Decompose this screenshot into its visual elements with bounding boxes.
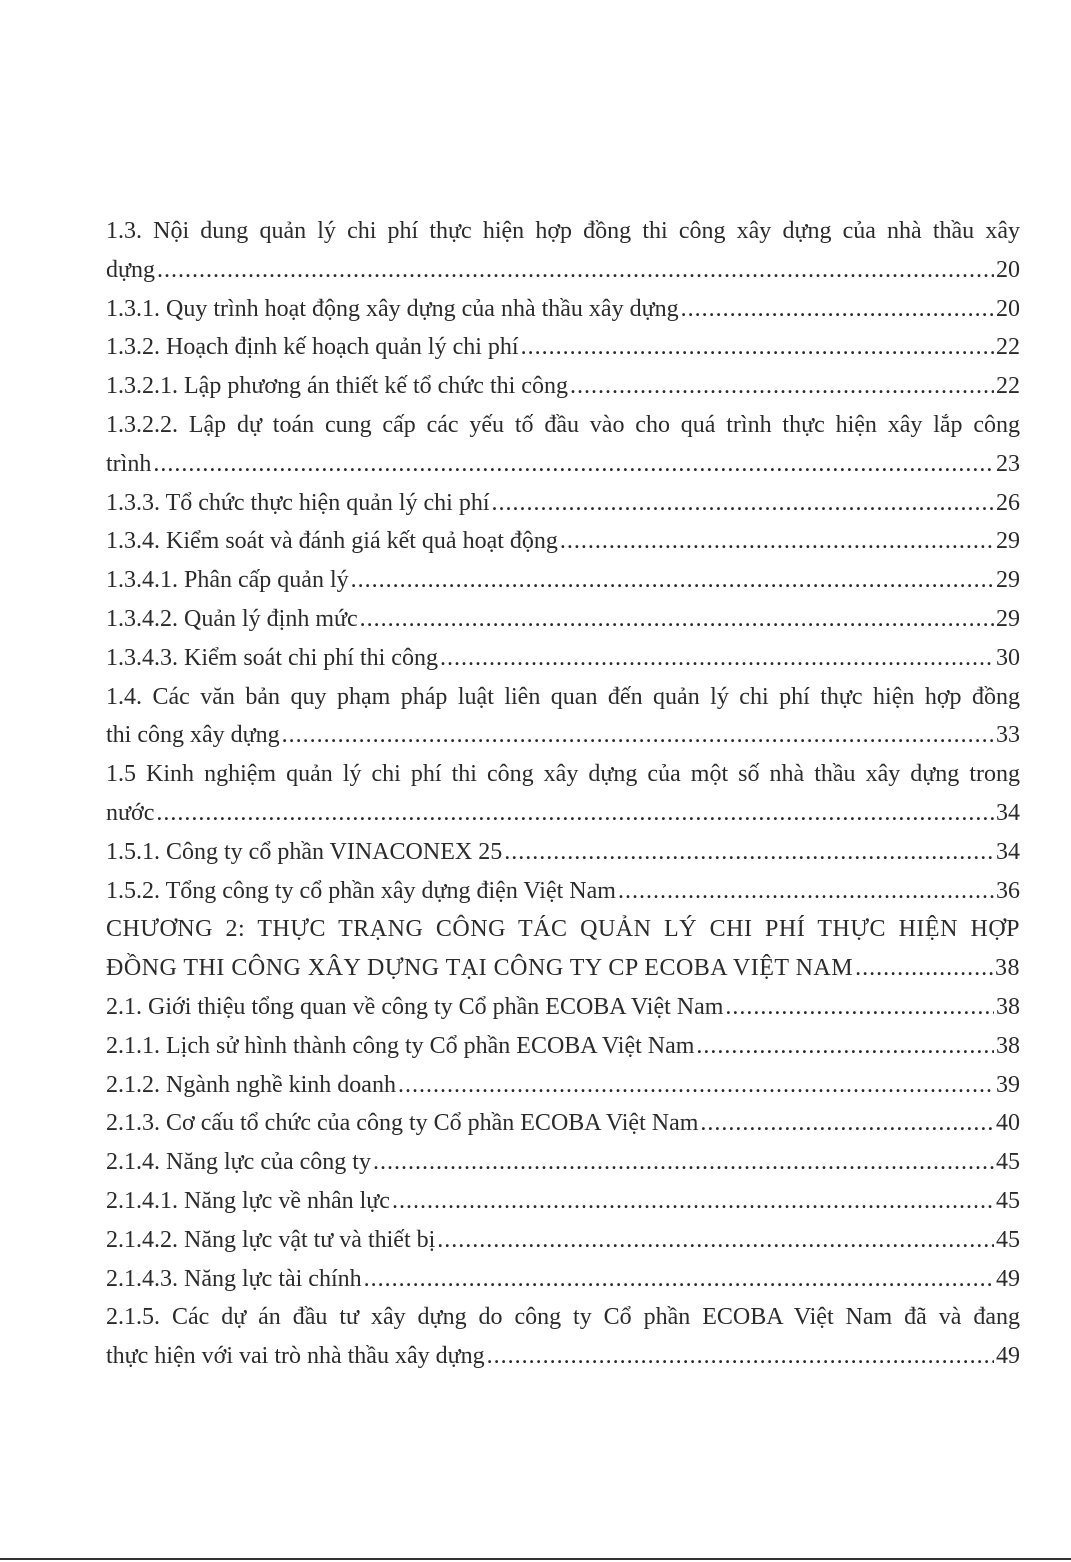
toc-entry-row	[106, 949, 1020, 988]
toc-entry[interactable]	[106, 522, 1020, 561]
toc-entry-row	[106, 716, 1020, 755]
toc-page-number: 45	[996, 1149, 1020, 1176]
toc-entry-title: 2.1.4.2. Năng lực vật tư và thiết bị	[106, 1226, 436, 1253]
dot-leader	[398, 1066, 994, 1105]
dot-leader	[696, 1027, 994, 1066]
toc-entry-title: 1.5.1. Công ty cổ phần VINACONEX 25	[106, 838, 503, 865]
dot-leader	[351, 561, 994, 600]
toc-entry-row	[106, 328, 1020, 367]
toc-entry-title: 1.3.2. Hoạch định kế hoạch quản lý chi phí	[106, 334, 519, 361]
toc-entry[interactable]	[106, 1143, 1020, 1182]
toc-page-number: 38	[996, 993, 1020, 1020]
toc-entry[interactable]	[106, 1027, 1020, 1066]
toc-entry-row	[106, 1337, 1020, 1376]
toc-entry[interactable]	[106, 639, 1020, 678]
toc-page-number: 49	[996, 1343, 1020, 1370]
toc-page-number: 39	[996, 1071, 1020, 1098]
dot-leader	[725, 988, 994, 1027]
toc-page-number: 29	[996, 605, 1020, 632]
toc-page-number: 26	[996, 489, 1020, 516]
toc-entry[interactable]	[106, 328, 1020, 367]
toc-entry[interactable]	[106, 290, 1020, 329]
toc-entry[interactable]	[106, 678, 1020, 756]
toc-entry[interactable]	[106, 988, 1020, 1027]
toc-entry-row	[106, 1221, 1020, 1260]
toc-entry-title: 1.3.4. Kiểm soát và đánh giá kết quả hoạt động	[106, 528, 558, 555]
toc-entry-title: 2.1. Giới thiệu tổng quan về công ty Cổ phần ECOBA Việt Nam	[106, 993, 724, 1020]
toc-entry-row	[106, 445, 1020, 484]
toc-page-number: 22	[996, 334, 1020, 361]
dot-leader	[487, 1337, 994, 1376]
toc-page-number: 20	[996, 295, 1020, 322]
toc-entry-title: 2.1.4.3. Năng lực tài chính	[106, 1265, 362, 1292]
toc-entry[interactable]	[106, 833, 1020, 872]
toc-entry[interactable]	[106, 1221, 1020, 1260]
toc-entry-row	[106, 561, 1020, 600]
toc-entry-title: 1.3.4.1. Phân cấp quản lý	[106, 567, 349, 594]
toc-entry-title: 1.3.4.3. Kiểm soát chi phí thi công	[106, 644, 438, 671]
dot-leader	[560, 522, 994, 561]
dot-leader	[570, 367, 994, 406]
toc-entry[interactable]	[106, 1260, 1020, 1299]
toc-entry-first-line: 2.1.5. Các dự án đầu tư xây dựng do công ty Cổ phần ECOBA Việt Nam đã và đang	[106, 1304, 1020, 1331]
toc-entry[interactable]	[106, 406, 1020, 484]
toc-entry[interactable]	[106, 1182, 1020, 1221]
dot-leader	[700, 1104, 994, 1143]
toc-entry-first-line: 1.3. Nội dung quản lý chi phí thực hiện hợp đồng thi công xây dựng của nhà thầu xây	[106, 218, 1020, 244]
toc-entry[interactable]	[106, 600, 1020, 639]
toc-entry-row	[106, 1104, 1020, 1143]
bottom-rule	[0, 1558, 1071, 1560]
toc-entry[interactable]	[106, 367, 1020, 406]
dot-leader	[373, 1143, 994, 1182]
toc-page-number: 30	[996, 644, 1020, 671]
dot-leader	[521, 328, 994, 367]
toc-entry-title: thi công xây dựng	[106, 722, 280, 749]
dot-leader	[360, 600, 994, 639]
dot-leader	[855, 949, 993, 988]
toc-entry-row	[106, 872, 1020, 911]
dot-leader	[157, 251, 994, 290]
toc-entry-row	[106, 1027, 1020, 1066]
toc-entry-row	[106, 251, 1020, 290]
toc-page-number: 23	[996, 450, 1020, 477]
dot-leader	[282, 716, 994, 755]
toc-entry-title: 2.1.2. Ngành nghề kinh doanh	[106, 1071, 396, 1098]
toc-entry-row	[106, 1260, 1020, 1299]
toc-page-number: 45	[996, 1226, 1020, 1253]
toc-entry-title: 1.3.3. Tổ chức thực hiện quản lý chi phí	[106, 489, 490, 516]
toc-entry[interactable]	[106, 1104, 1020, 1143]
toc-entry-row	[106, 367, 1020, 406]
toc-entry-first-line: 1.4. Các văn bản quy phạm pháp luật liên quan đến quản lý chi phí thực hiện hợp đồng	[106, 683, 1020, 710]
toc-entry-title: ĐỒNG THI CÔNG XÂY DỰNG TẠI CÔNG TY CP ECOBA VIỆT NAM	[106, 955, 854, 982]
toc-entry[interactable]	[106, 755, 1020, 833]
toc-entry-title: dựng	[106, 256, 156, 283]
dot-leader	[156, 794, 994, 833]
toc-entry-row	[106, 1182, 1020, 1221]
toc-page-number: 45	[996, 1187, 1020, 1214]
toc-entry-title: 1.3.4.2. Quản lý định mức	[106, 605, 358, 632]
toc-entry-title: 1.3.1. Quy trình hoạt động xây dựng của nhà thầu xây dựng	[106, 295, 679, 322]
dot-leader	[492, 484, 995, 523]
toc-entry-title: 2.1.4. Năng lực của công ty	[106, 1149, 371, 1176]
toc-entry-title: 1.5.2. Tổng công ty cổ phần xây dựng điện Việt Nam	[106, 877, 616, 904]
toc-entry-row	[106, 484, 1020, 523]
toc-entry-title: 2.1.1. Lịch sử hình thành công ty Cổ phần ECOBA Việt Nam	[106, 1032, 695, 1059]
toc-entry-title: 2.1.3. Cơ cấu tổ chức của công ty Cổ phần ECOBA Việt Nam	[106, 1110, 699, 1137]
dot-leader	[504, 833, 994, 872]
toc-entry-title: 2.1.4.1. Năng lực về nhân lực	[106, 1187, 390, 1214]
toc-entry-row	[106, 1143, 1020, 1182]
toc-page-number: 29	[996, 528, 1020, 555]
toc-entry-title: trình	[106, 450, 152, 477]
toc-entry-first-line: CHƯƠNG 2: THỰC TRẠNG CÔNG TÁC QUẢN LÝ CHI PHÍ THỰC HIỆN HỢP	[106, 916, 1020, 943]
dot-leader	[364, 1260, 994, 1299]
toc-page-number: 20	[996, 256, 1020, 283]
toc-entry-title: thực hiện với vai trò nhà thầu xây dựng	[106, 1343, 485, 1370]
toc-page-number: 29	[996, 567, 1020, 594]
toc-entry[interactable]	[106, 872, 1020, 911]
dot-leader	[153, 445, 994, 484]
toc-entry-row	[106, 988, 1020, 1027]
toc-entry[interactable]	[106, 561, 1020, 600]
toc-entry-row	[106, 639, 1020, 678]
toc-page-number: 49	[996, 1265, 1020, 1292]
dot-leader	[618, 872, 994, 911]
toc-entry[interactable]	[106, 1298, 1020, 1376]
toc-entry-row	[106, 794, 1020, 833]
toc-entry-first-line: 1.3.2.2. Lập dự toán cung cấp các yếu tố đầu vào cho quá trình thực hiện xây lắp công	[106, 411, 1020, 438]
toc-page-number: 40	[996, 1110, 1020, 1137]
table-of-contents	[106, 212, 1020, 1376]
toc-entry-title: nước	[106, 799, 155, 826]
toc-entry-row	[106, 600, 1020, 639]
toc-entry-row	[106, 1066, 1020, 1105]
dot-leader	[440, 639, 994, 678]
toc-entry-first-line: 1.5 Kinh nghiệm quản lý chi phí thi công xây dựng của một số nhà thầu xây dựng trong	[106, 761, 1020, 788]
toc-page-number: 22	[996, 373, 1020, 400]
toc-page-number: 34	[996, 838, 1020, 865]
toc-entry[interactable]	[106, 1066, 1020, 1105]
toc-entry[interactable]	[106, 212, 1020, 290]
toc-entry[interactable]	[106, 484, 1020, 523]
toc-entry-row	[106, 833, 1020, 872]
toc-entry-row	[106, 522, 1020, 561]
toc-page-number: 34	[996, 799, 1020, 826]
dot-leader	[681, 290, 994, 329]
dot-leader	[392, 1182, 994, 1221]
toc-entry-row	[106, 290, 1020, 329]
toc-page-number: 38	[996, 1032, 1020, 1059]
toc-entry-title: 1.3.2.1. Lập phương án thiết kế tổ chức thi công	[106, 373, 568, 400]
toc-page-number: 38	[995, 955, 1020, 982]
toc-page-number: 36	[996, 877, 1020, 904]
toc-entry[interactable]	[106, 910, 1020, 988]
toc-page-number: 33	[996, 722, 1020, 749]
dot-leader	[437, 1221, 994, 1260]
